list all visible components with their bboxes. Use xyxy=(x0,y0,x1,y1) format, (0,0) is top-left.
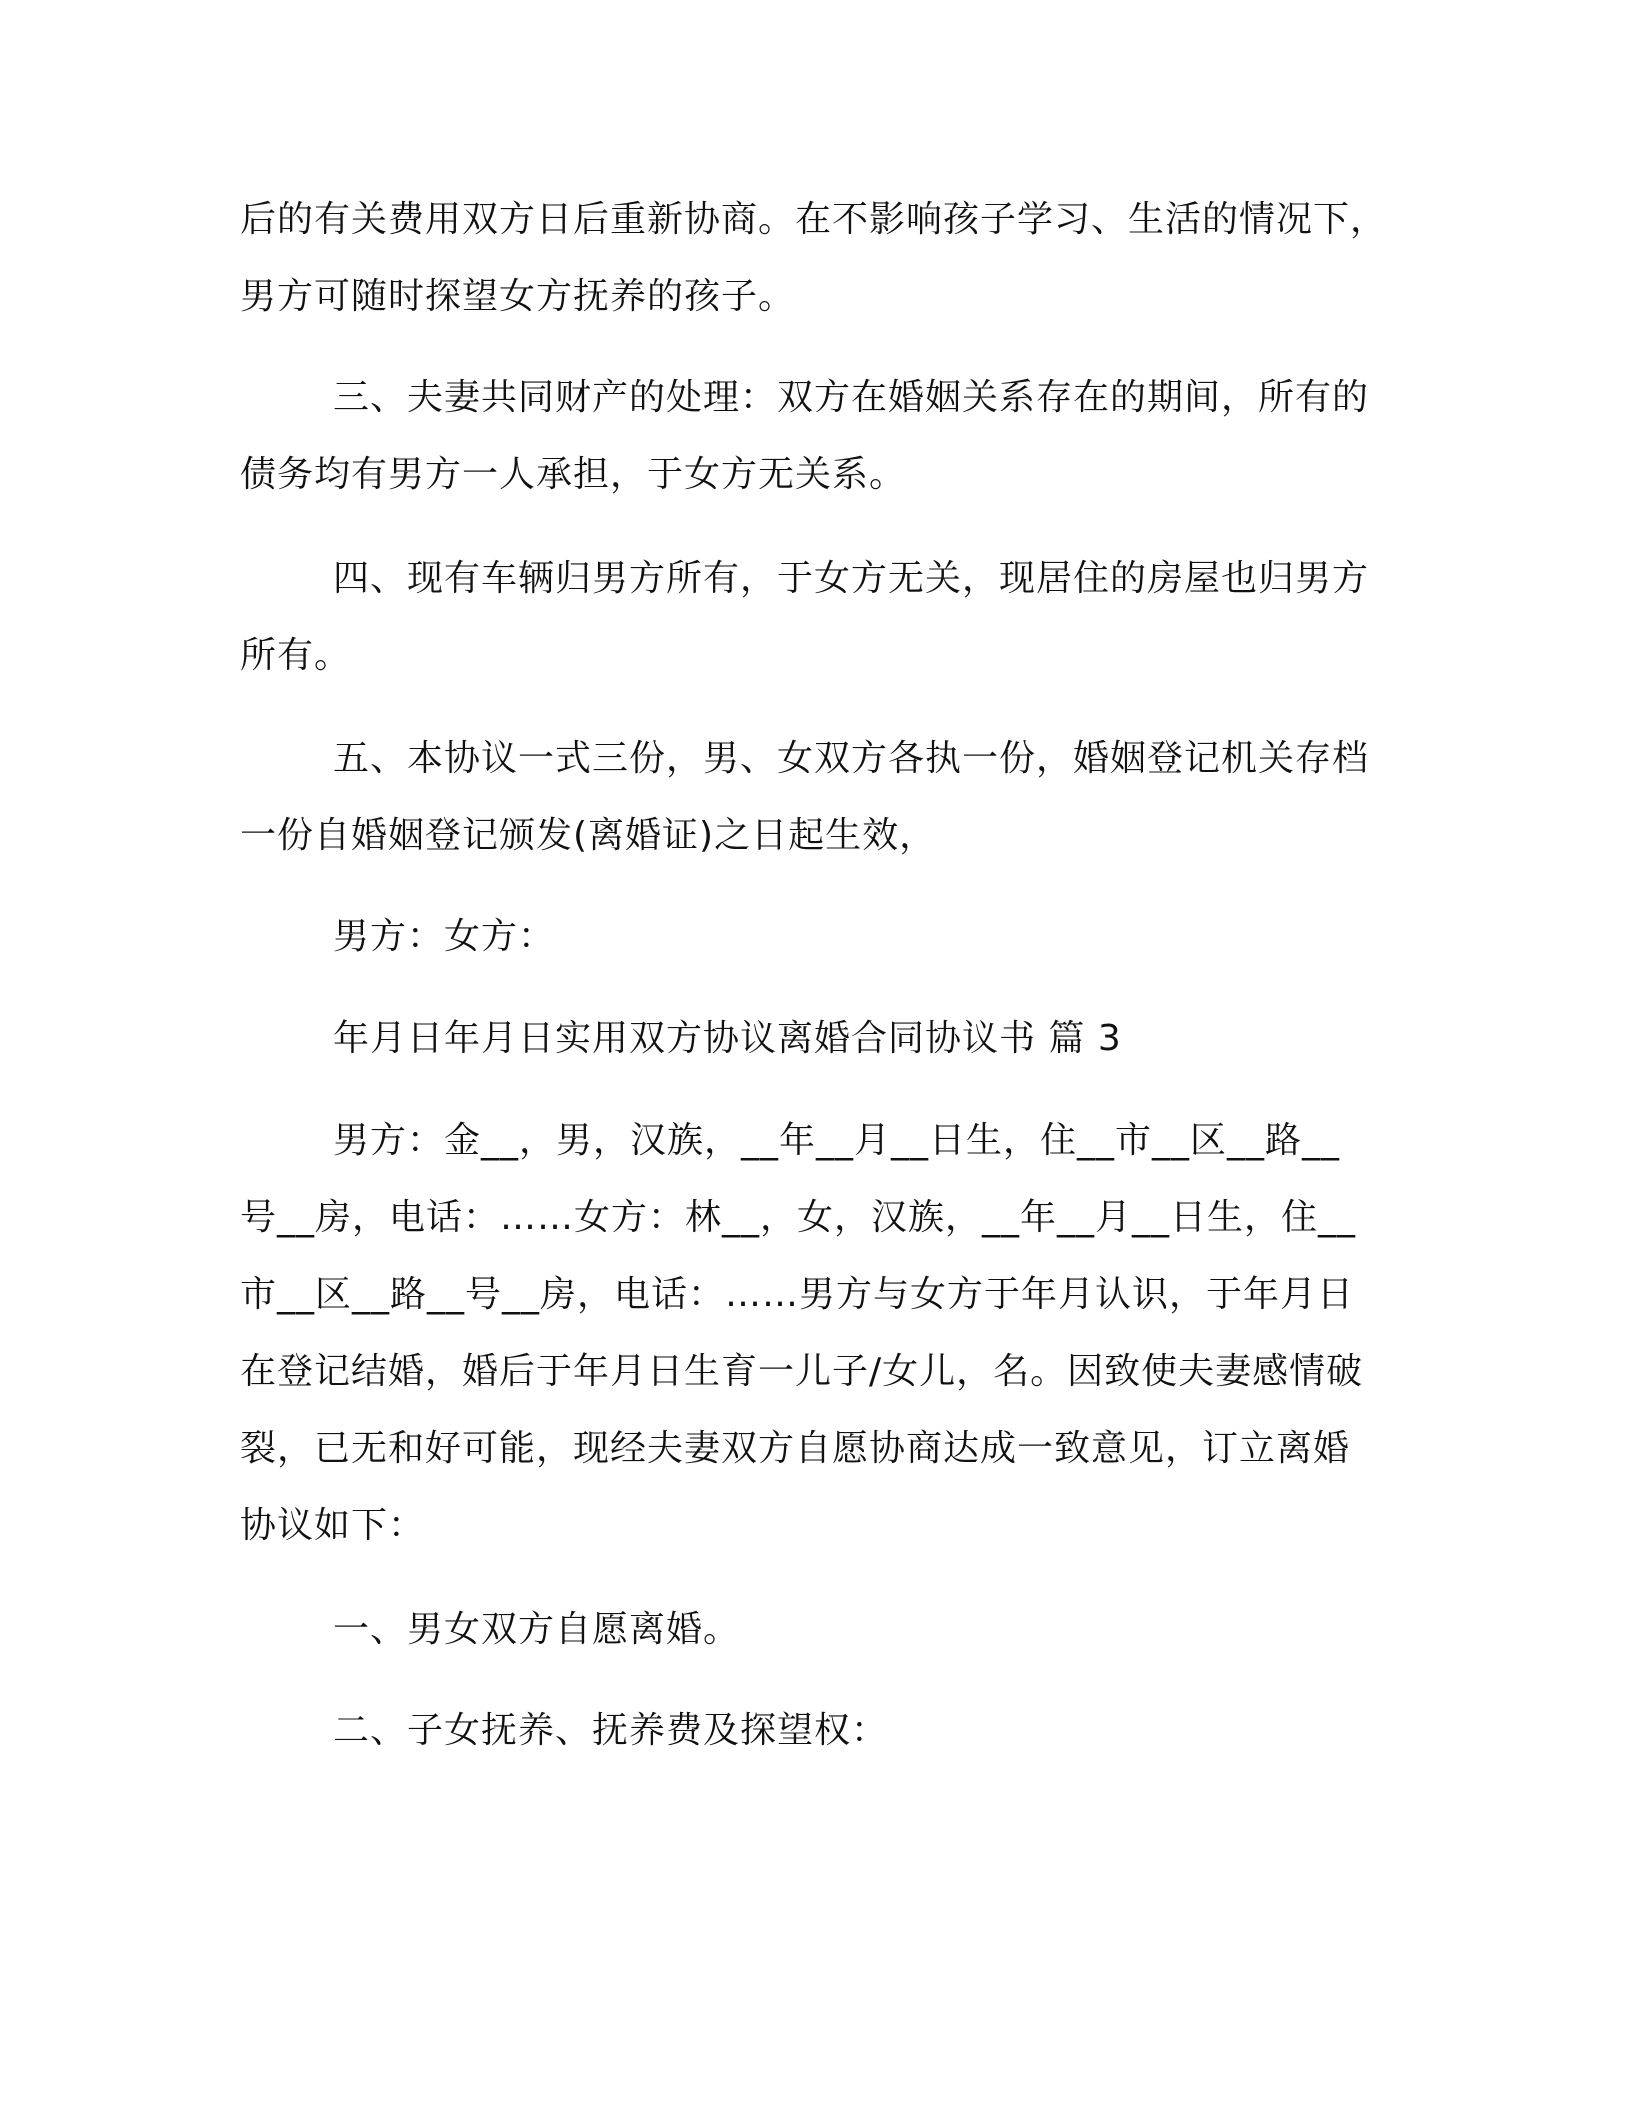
paragraph-line: 一份自婚姻登记颁发(离婚证)之日起生效， xyxy=(240,815,937,856)
paragraph-line: 四、现有车辆归男方所有，于女方无关，现居住的房屋也归男方 xyxy=(333,558,1370,599)
signature-line: 男方：女方： xyxy=(333,916,556,957)
paragraph-line: 男方：金__，男，汉族，__年__月__日生，住__市__区__路__ xyxy=(333,1120,1341,1161)
paragraph-line: 男方可随时探望女方抚养的孩子。 xyxy=(240,276,796,317)
paragraph-line: 债务均有男方一人承担，于女方无关系。 xyxy=(240,454,907,495)
paragraph-line: 后的有关费用双方日后重新协商。在不影响孩子学习、生活的情况下， xyxy=(240,199,1388,240)
paragraph-line: 三、夫妻共同财产的处理：双方在婚姻关系存在的期间，所有的 xyxy=(333,377,1370,418)
paragraph-line: 市__区__路__号__房，电话：……男方与女方于年月认识，于年月日 xyxy=(240,1274,1355,1315)
list-item: 二、子女抚养、抚养费及探望权： xyxy=(333,1710,889,1751)
paragraph-line: 所有。 xyxy=(240,635,352,676)
list-item: 一、男女双方自愿离婚。 xyxy=(333,1609,741,1650)
paragraph-line: 裂，已无和好可能，现经夫妻双方自愿协商达成一致意见，订立离婚 xyxy=(240,1428,1351,1469)
paragraph-line: 号__房，电话：……女方：林__，女，汉族，__年__月__日生，住__ xyxy=(240,1197,1357,1238)
paragraph-line: 五、本协议一式三份，男、女双方各执一份，婚姻登记机关存档 xyxy=(333,738,1370,779)
paragraph-line: 协议如下： xyxy=(240,1505,426,1546)
section-heading: 年月日年月日实用双方协议离婚合同协议书 篇 3 xyxy=(333,1018,1122,1059)
paragraph-line: 在登记结婚，婚后于年月日生育一儿子/女儿，名。因致使夫妻感情破 xyxy=(240,1351,1364,1392)
